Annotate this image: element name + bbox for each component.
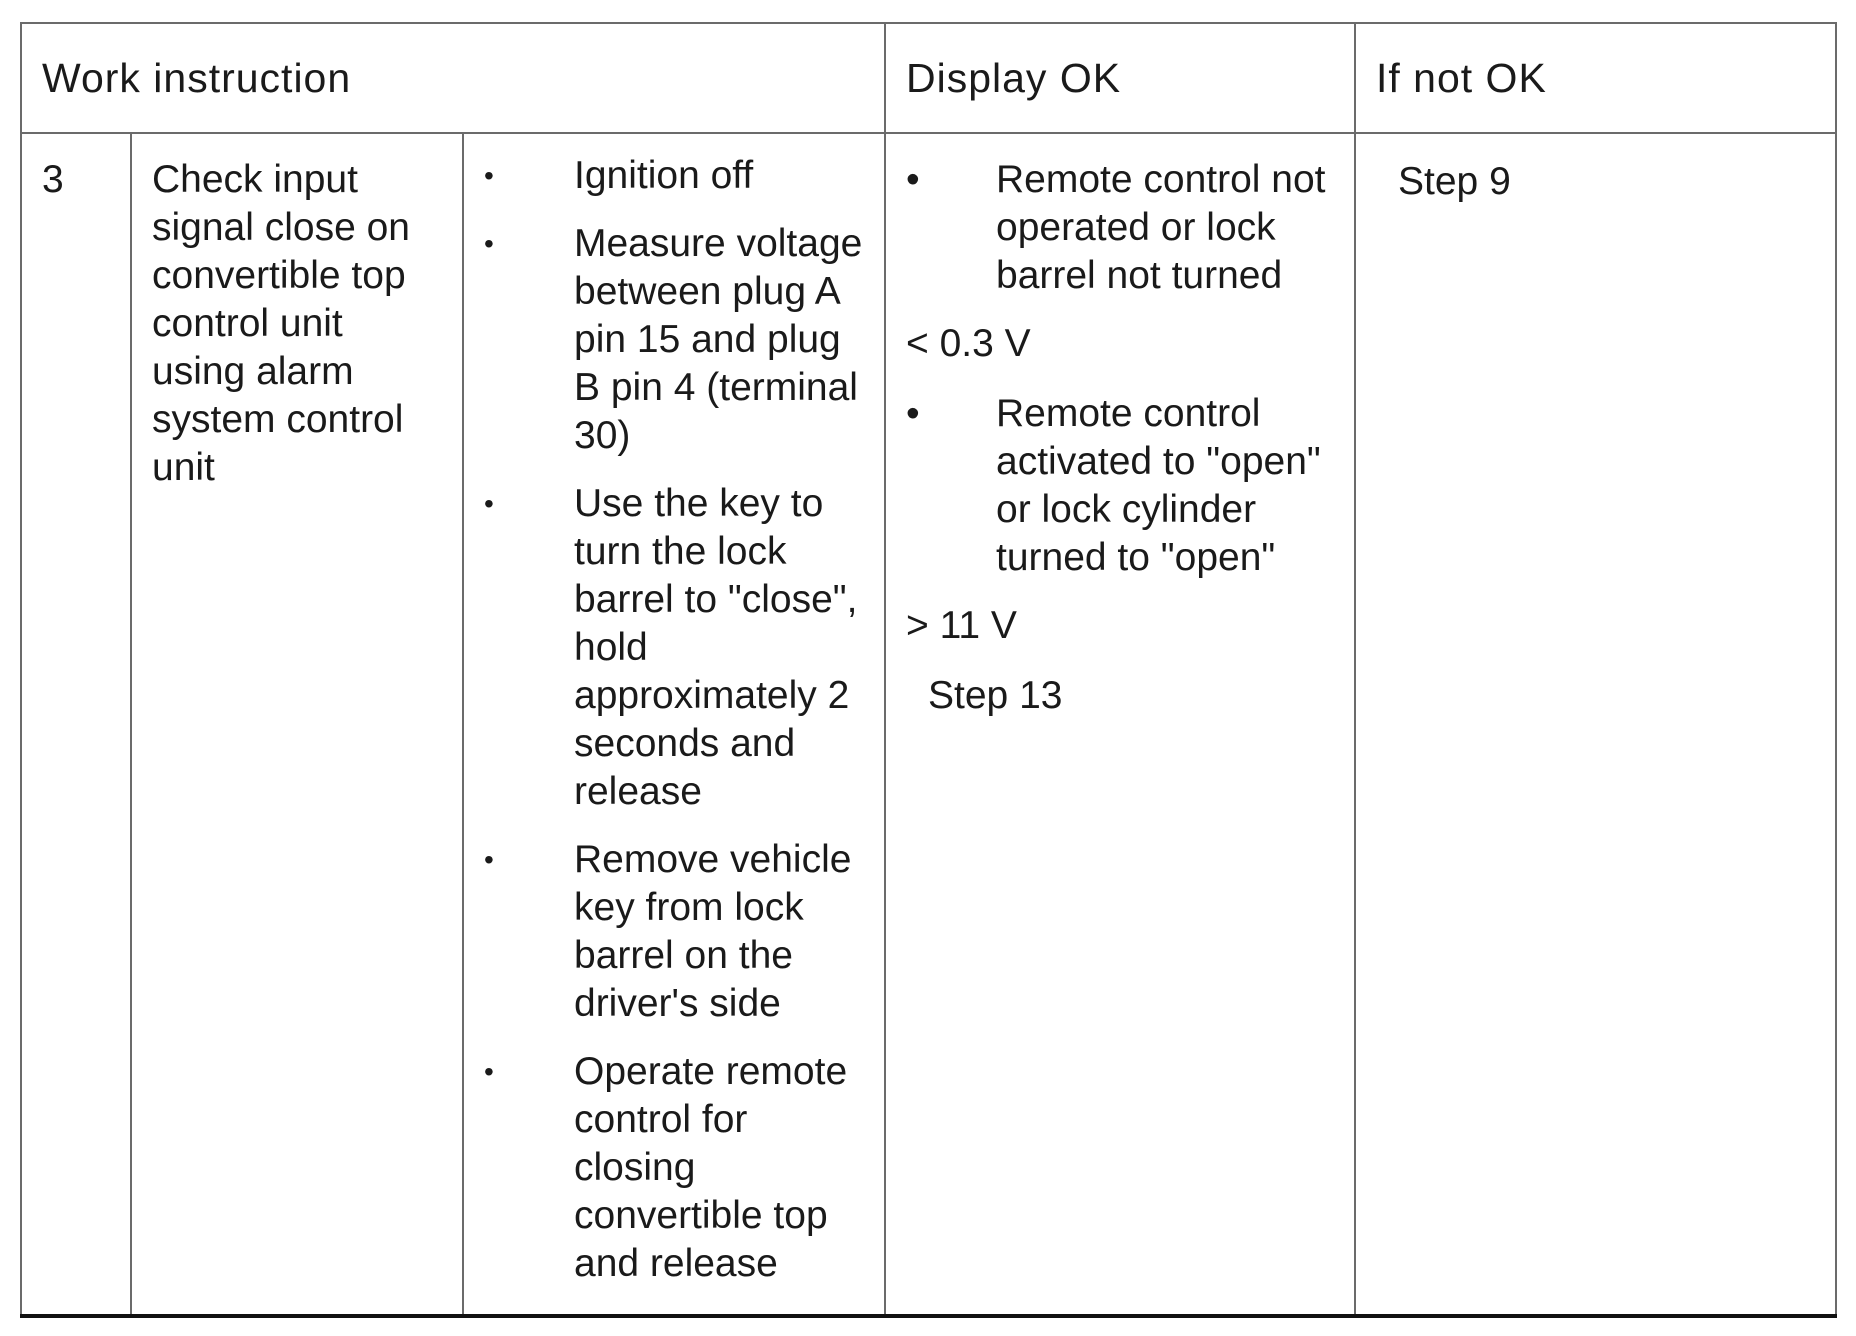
condition-not-operated	[906, 156, 1344, 300]
bullet-icon: •	[484, 228, 494, 259]
list-item	[464, 1048, 874, 1288]
voltage-low-value: < 0.3 V	[906, 322, 1031, 365]
next-step-ok: Step 13	[928, 674, 1063, 717]
next-step-not-ok: Step 9	[1398, 160, 1511, 203]
header-row	[21, 23, 1836, 133]
display-ok-content	[886, 134, 1354, 720]
bullet-icon: •	[906, 158, 920, 201]
list-item	[464, 480, 874, 816]
condition-open	[906, 390, 1344, 582]
check-cell	[131, 133, 463, 1316]
step-text: Ignition off	[574, 154, 754, 197]
step-text: Operate remote control for closing convertible top and release	[574, 1050, 848, 1285]
condition-text: Remote control activated to "open" or lock cylinder turned to "open"	[996, 392, 1321, 579]
step-text: Measure voltage between plug A pin 15 and plug B pin 4 (terminal 30)	[574, 222, 863, 457]
voltage-high-value: > 11 V	[906, 604, 1017, 647]
bullet-icon: •	[484, 488, 494, 519]
table-row	[21, 133, 1836, 1316]
bullet-icon: •	[484, 1056, 494, 1087]
list-item	[464, 836, 874, 1028]
bullet-icon: •	[484, 844, 494, 875]
step-text: Remove vehicle key from lock barrel on the driver's side	[574, 838, 852, 1025]
bullet-icon: •	[484, 160, 494, 191]
list-item	[464, 220, 874, 460]
work-instruction-table	[20, 22, 1837, 1318]
step-number-cell	[21, 133, 131, 1316]
condition-text: Remote control not operated or lock barrel not turned	[996, 158, 1326, 297]
steps-cell	[463, 133, 885, 1316]
header-work-instruction: Work instruction	[21, 23, 885, 133]
step-list	[464, 134, 884, 1288]
header-if-not-ok: If not OK	[1355, 23, 1836, 133]
check-description: Check input signal close on convertible top control unit using alarm system control unit	[152, 158, 410, 489]
display-ok-cell	[885, 133, 1355, 1316]
header-display-ok: Display OK	[885, 23, 1355, 133]
list-item	[464, 152, 874, 200]
if-not-ok-cell	[1355, 133, 1836, 1316]
step-number: 3	[42, 158, 64, 201]
bullet-icon: •	[906, 392, 920, 435]
step-text: Use the key to turn the lock barrel to "close", hold approximately 2 seconds and release	[574, 482, 858, 813]
